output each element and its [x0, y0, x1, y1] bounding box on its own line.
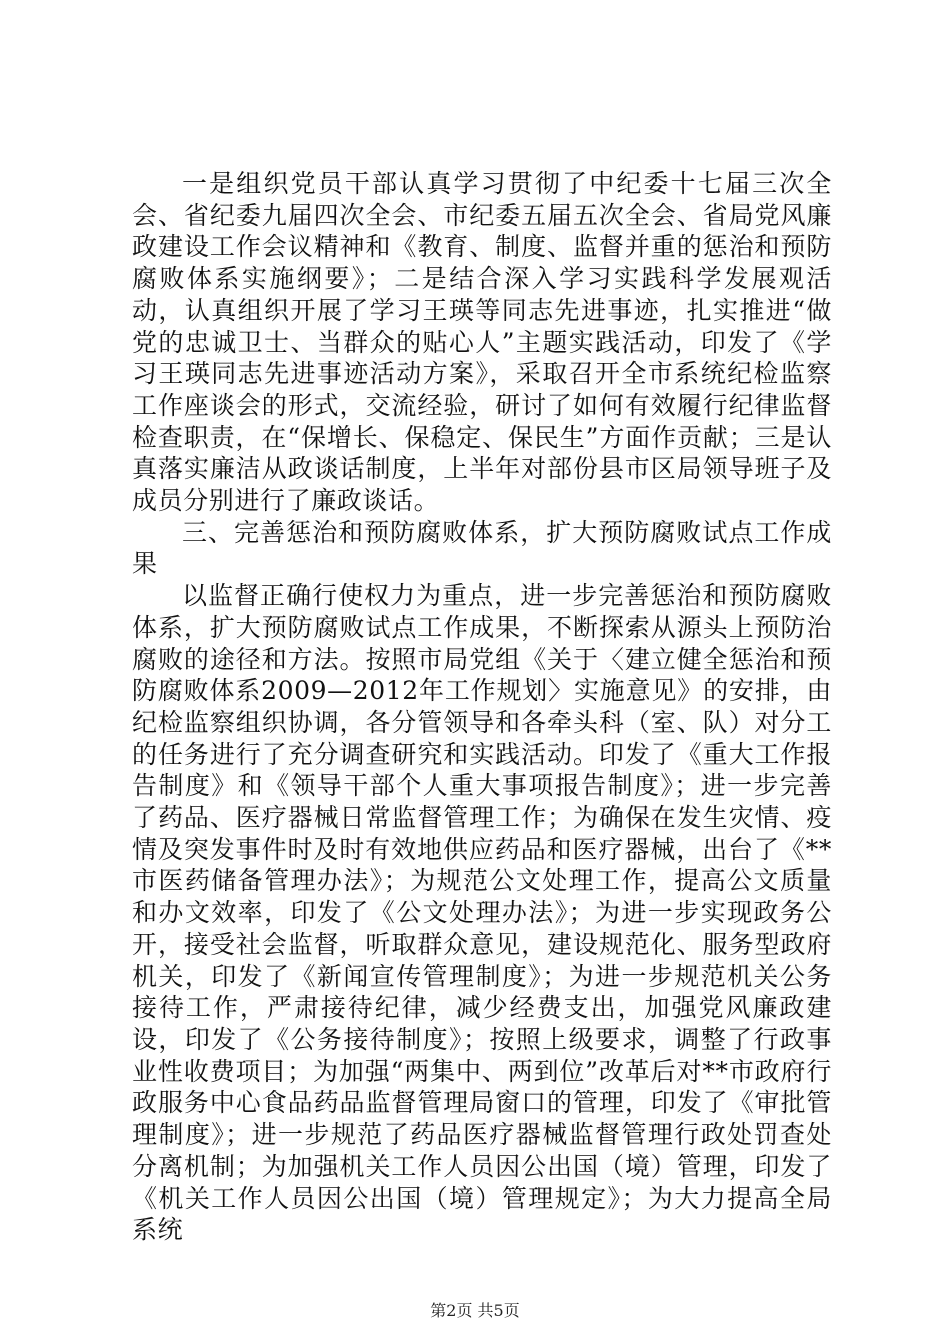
document-body [132, 168, 832, 1246]
page-number-footer: 第2页 共5页 [430, 1301, 520, 1320]
paragraph-work-study: 一是组织党员干部认真学习贯彻了中纪委十七届三次全会、省纪委九届四次全会、市纪委五届五次全会、省局党风廉政建设工作会议精神和《教育、制度、监督并重的惩治和预防腐败体系实施纲要》；二是结合深入学习实践科学发展观活动，认真组织开展了学习王瑛等同志先进事迹，扎实推进“做党的忠诚卫士、当群众的贴心人”主题实践活动，印发了《学习王瑛同志先进事迹活动方案》，采取召开全市系统纪检监察工作座谈会的形式，交流经验，研讨了如何有效履行纪律监督检查职责，在“保增长、保稳定、保民生”方面作贡献；三是认真落实廉洁从政谈话制度，上半年对部份县市区局领导班子及成员分别进行了廉政谈话。 [132, 169, 832, 516]
paragraph-anti-corruption-system: 以监督正确行使权力为重点，进一步完善惩治和预防腐败体系，扩大预防腐败试点工作成果，不断探索从源头上预防治腐败的途径和方法。按照市局党组《关于〈建立健全惩治和预防腐败体系2009—2012年工作规划〉实施意见》的安排，由纪检监察组织协调，各分管领导和各牵头科（室、队）对分工的任务进行了充分调查研究和实践活动。印发了《重大工作报告制度》和《领导干部个人重大事项报告制度》；进一步完善了药品、医疗器械日常监督管理工作；为确保在发生灾情、疫情及突发事件时及时有效地供应药品和医疗器械，出台了《**市医药储备管理办法》；为规范公文处理工作，提高公文质量和办文效率，印发了《公文处理办法》；为进一步实现政务公开，接受社会监督，听取群众意见，建设规范化、服务型政府机关，印发了《新闻宣传管理制度》；为进一步规范机关公务接待工作，严肃接待纪律，减少经费支出，加强党风廉政建设，印发了《公务接待制度》；按照上级要求，调整了行政事业性收费项目；为加强“两集中、两到位”改革后对**市政府行政服务中心食品药品监督管理局窗口的管理，印发了《审批管理制度》；进一步规范了药品医疗器械监督管理行政处罚查处分离机制；为加强机关工作人员因公出国（境）管理，印发了《机关工作人员因公出国（境）管理规定》；为大力提高全局系统 [132, 581, 832, 1245]
section-heading-3: 三、完善惩治和预防腐败体系，扩大预防腐败试点工作成果 [132, 517, 832, 579]
